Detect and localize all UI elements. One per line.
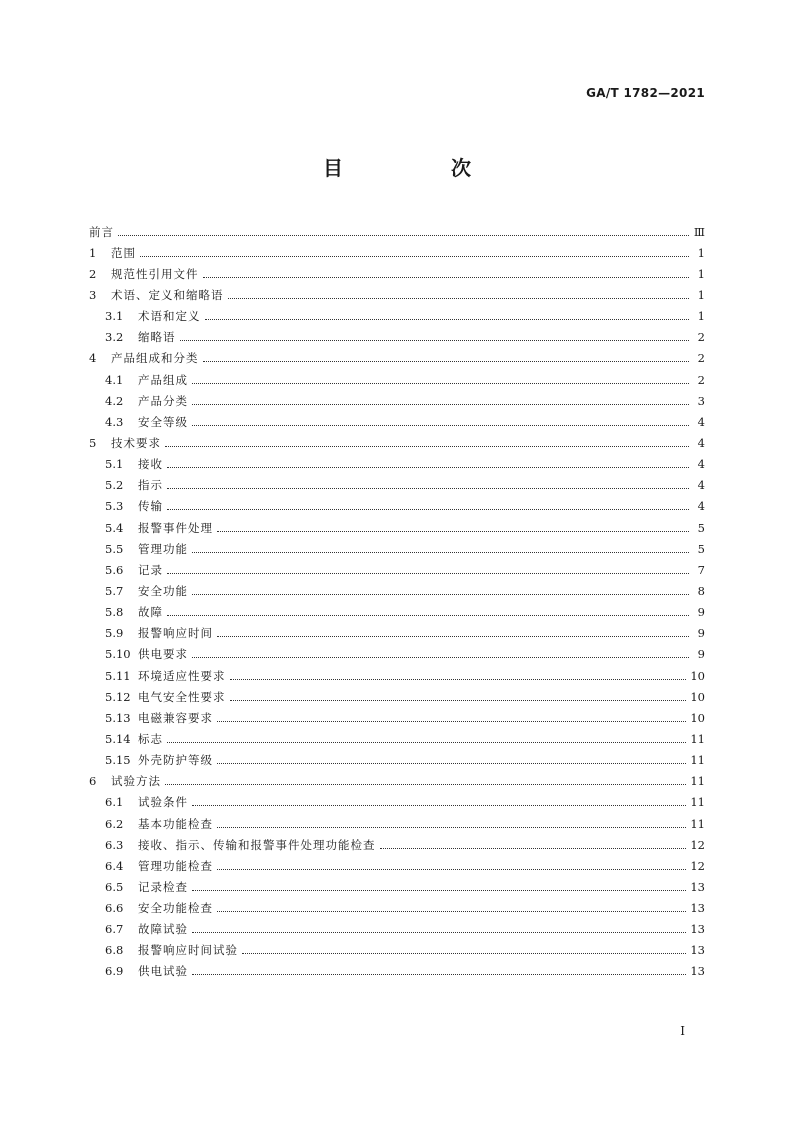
toc-entry-number: 4.3 — [105, 414, 124, 429]
toc-entry-page: 10 — [690, 689, 705, 704]
toc-entry-page: 11 — [690, 753, 705, 768]
table-of-contents — [89, 221, 705, 982]
toc-entry-label: 术语、定义和缩略语 — [111, 287, 224, 302]
toc-entry-label: 安全功能检查 — [138, 901, 213, 916]
toc-entry-number: 5.3 — [105, 499, 124, 514]
toc-entry[interactable] — [89, 750, 705, 771]
toc-entry-label: 缩略语 — [138, 330, 176, 345]
toc-entry[interactable] — [89, 454, 705, 475]
dot-leader — [192, 424, 689, 426]
toc-entry-number: 5.2 — [105, 478, 124, 493]
page-title: 目 次 — [323, 156, 515, 180]
dot-leader — [192, 931, 686, 933]
dot-leader — [228, 297, 690, 299]
dot-leader — [217, 635, 689, 637]
toc-entry[interactable] — [89, 876, 705, 897]
toc-entry-label: 管理功能检查 — [138, 858, 213, 873]
dot-leader — [217, 910, 686, 912]
dot-leader — [140, 255, 689, 257]
page-number: I — [680, 1024, 685, 1038]
dot-leader — [217, 826, 686, 828]
dot-leader — [167, 487, 689, 489]
toc-entry-label: 供电试验 — [138, 964, 188, 979]
toc-entry[interactable] — [89, 306, 705, 327]
toc-entry[interactable] — [89, 496, 705, 517]
toc-entry-page: 4 — [697, 478, 705, 493]
toc-entry-label: 产品分类 — [138, 393, 188, 408]
toc-entry[interactable] — [89, 686, 705, 707]
toc-entry-number: 5.12 — [105, 689, 131, 704]
toc-entry-label: 记录 — [138, 562, 163, 577]
dot-leader — [165, 445, 689, 447]
toc-entry-number: 1 — [89, 245, 97, 260]
toc-entry-number: 5.13 — [105, 710, 131, 725]
dot-leader — [167, 508, 689, 510]
toc-entry-page: 10 — [690, 668, 705, 683]
toc-entry[interactable] — [89, 665, 705, 686]
toc-entry[interactable] — [89, 623, 705, 644]
toc-entry-label: 记录检查 — [138, 879, 188, 894]
toc-entry-number: 5 — [89, 435, 97, 450]
toc-entry-page: 8 — [697, 583, 705, 598]
toc-entry-number: 4.1 — [105, 372, 124, 387]
toc-entry-page: 11 — [690, 816, 705, 831]
dot-leader — [203, 360, 690, 362]
toc-entry-page: 9 — [697, 605, 705, 620]
toc-entry-number: 5.15 — [105, 753, 131, 768]
toc-entry-label: 管理功能 — [138, 541, 188, 556]
dot-leader — [192, 889, 686, 891]
toc-entry-label: 接收、指示、传输和报警事件处理功能检查 — [138, 837, 376, 852]
toc-entry-page: 4 — [697, 499, 705, 514]
toc-entry-page: 11 — [690, 731, 705, 746]
toc-entry-number: 6.1 — [105, 795, 124, 810]
toc-entry-number: 6.3 — [105, 837, 124, 852]
toc-entry-page: 11 — [690, 774, 705, 789]
toc-entry-label: 试验条件 — [138, 795, 188, 810]
toc-entry-label: 故障试验 — [138, 922, 188, 937]
dot-leader — [192, 656, 689, 658]
toc-entry[interactable] — [89, 919, 705, 940]
dot-leader — [192, 973, 686, 975]
toc-entry-label: 供电要求 — [138, 647, 188, 662]
toc-entry-page: 4 — [697, 435, 705, 450]
dot-leader — [230, 678, 687, 680]
toc-entry-number: 6.7 — [105, 922, 124, 937]
toc-entry-page: 13 — [690, 879, 705, 894]
toc-entry-page: 10 — [690, 710, 705, 725]
dot-leader — [165, 783, 686, 785]
toc-entry-page: 1 — [697, 245, 705, 260]
toc-entry-number: 3.1 — [105, 309, 124, 324]
toc-entry-page: 7 — [697, 562, 705, 577]
toc-entry-number: 5.1 — [105, 457, 124, 472]
toc-entry-number: 5.10 — [105, 647, 131, 662]
toc-entry-number: 6.9 — [105, 964, 124, 979]
toc-entry[interactable] — [89, 517, 705, 538]
dot-leader — [180, 339, 690, 341]
toc-entry-label: 产品组成和分类 — [111, 351, 199, 366]
toc-entry-label: 故障 — [138, 605, 163, 620]
toc-entry-number: 6.6 — [105, 901, 124, 916]
toc-entry[interactable] — [89, 390, 705, 411]
dot-leader — [192, 593, 689, 595]
toc-entry[interactable] — [89, 771, 705, 792]
toc-entry[interactable] — [89, 728, 705, 749]
dot-leader — [192, 382, 689, 384]
standard-code: GA/T 1782—2021 — [586, 86, 705, 100]
dot-leader — [380, 847, 687, 849]
toc-entry[interactable] — [89, 284, 705, 305]
toc-entry-label: 安全功能 — [138, 583, 188, 598]
toc-entry[interactable] — [89, 348, 705, 369]
dot-leader — [167, 466, 689, 468]
toc-entry[interactable] — [89, 961, 705, 982]
toc-entry[interactable] — [89, 559, 705, 580]
dot-leader — [203, 276, 690, 278]
toc-entry-label: 试验方法 — [111, 774, 161, 789]
toc-entry-page: 5 — [697, 520, 705, 535]
toc-entry-label: 术语和定义 — [138, 309, 201, 324]
dot-leader — [217, 868, 686, 870]
toc-entry-label: 指示 — [138, 478, 163, 493]
toc-entry[interactable] — [89, 221, 705, 242]
toc-entry-number: 5.4 — [105, 520, 124, 535]
dot-leader — [167, 572, 689, 574]
toc-entry-page: 9 — [697, 626, 705, 641]
toc-entry[interactable] — [89, 432, 705, 453]
toc-entry-page: 4 — [697, 457, 705, 472]
toc-entry[interactable] — [89, 792, 705, 813]
toc-entry-label: 安全等级 — [138, 414, 188, 429]
toc-entry-page: 2 — [697, 330, 705, 345]
toc-entry[interactable] — [89, 834, 705, 855]
toc-entry-label: 传输 — [138, 499, 163, 514]
dot-leader — [217, 720, 686, 722]
dot-leader — [192, 804, 686, 806]
toc-entry[interactable] — [89, 263, 705, 284]
toc-entry[interactable] — [89, 602, 705, 623]
toc-entry-page: 1 — [697, 309, 705, 324]
dot-leader — [217, 530, 689, 532]
toc-entry[interactable] — [89, 369, 705, 390]
toc-entry-label: 范围 — [111, 245, 136, 260]
toc-entry[interactable] — [89, 538, 705, 559]
toc-entry-page: 3 — [697, 393, 705, 408]
toc-entry-number: 5.6 — [105, 562, 124, 577]
toc-entry-label: 电气安全性要求 — [138, 689, 226, 704]
toc-entry-number: 5.11 — [105, 668, 131, 683]
toc-entry[interactable] — [89, 707, 705, 728]
toc-entry-number: 6.4 — [105, 858, 124, 873]
toc-entry[interactable] — [89, 411, 705, 432]
toc-entry-number: 5.9 — [105, 626, 124, 641]
toc-entry-number: 4 — [89, 351, 97, 366]
toc-entry-number: 5.8 — [105, 605, 124, 620]
toc-entry-label: 环境适应性要求 — [138, 668, 226, 683]
toc-entry-page: Ⅲ — [693, 224, 705, 239]
toc-entry-page: 13 — [690, 922, 705, 937]
toc-entry[interactable] — [89, 242, 705, 263]
toc-entry-page: 1 — [697, 287, 705, 302]
toc-entry-page: 13 — [690, 901, 705, 916]
toc-entry-number: 5.7 — [105, 583, 124, 598]
toc-entry-number: 3 — [89, 287, 97, 302]
toc-entry-number: 5.5 — [105, 541, 124, 556]
toc-entry-page: 12 — [690, 858, 705, 873]
toc-entry-label: 报警响应时间试验 — [138, 943, 238, 958]
toc-entry[interactable] — [89, 327, 705, 348]
toc-entry-label: 报警事件处理 — [138, 520, 213, 535]
toc-entry-label: 标志 — [138, 731, 163, 746]
toc-entry-label: 接收 — [138, 457, 163, 472]
toc-entry-number: 6.2 — [105, 816, 124, 831]
toc-entry[interactable] — [89, 898, 705, 919]
toc-entry-number: 3.2 — [105, 330, 124, 345]
toc-entry-label: 规范性引用文件 — [111, 266, 199, 281]
toc-entry-page: 13 — [690, 943, 705, 958]
toc-entry-number: 4.2 — [105, 393, 124, 408]
toc-entry[interactable] — [89, 940, 705, 961]
toc-entry-number: 6.8 — [105, 943, 124, 958]
toc-entry[interactable] — [89, 644, 705, 665]
toc-entry-page: 9 — [697, 647, 705, 662]
toc-entry-page: 1 — [697, 266, 705, 281]
dot-leader — [192, 403, 689, 405]
toc-entry-number: 2 — [89, 266, 97, 281]
dot-leader — [205, 318, 690, 320]
toc-entry[interactable] — [89, 813, 705, 834]
toc-entry-page: 2 — [697, 372, 705, 387]
dot-leader — [118, 234, 689, 236]
toc-entry-page: 5 — [697, 541, 705, 556]
toc-entry-label: 电磁兼容要求 — [138, 710, 213, 725]
toc-entry-label: 外壳防护等级 — [138, 753, 213, 768]
toc-entry-number: 6.5 — [105, 879, 124, 894]
toc-entry-page: 4 — [697, 414, 705, 429]
dot-leader — [192, 551, 689, 553]
toc-entry-label: 报警响应时间 — [138, 626, 213, 641]
toc-entry[interactable] — [89, 855, 705, 876]
dot-leader — [242, 952, 686, 954]
toc-entry-label: 技术要求 — [111, 435, 161, 450]
toc-entry-page: 11 — [690, 795, 705, 810]
toc-entry-label: 产品组成 — [138, 372, 188, 387]
dot-leader — [167, 614, 689, 616]
toc-entry-page: 12 — [690, 837, 705, 852]
toc-entry-number: 6 — [89, 774, 97, 789]
dot-leader — [217, 762, 686, 764]
dot-leader — [167, 741, 686, 743]
toc-entry[interactable] — [89, 580, 705, 601]
toc-entry-number: 5.14 — [105, 731, 131, 746]
dot-leader — [230, 699, 687, 701]
toc-entry-label: 基本功能检查 — [138, 816, 213, 831]
toc-entry-page: 13 — [690, 964, 705, 979]
toc-entry[interactable] — [89, 475, 705, 496]
toc-entry-page: 2 — [697, 351, 705, 366]
toc-entry-label: 前言 — [89, 224, 114, 239]
